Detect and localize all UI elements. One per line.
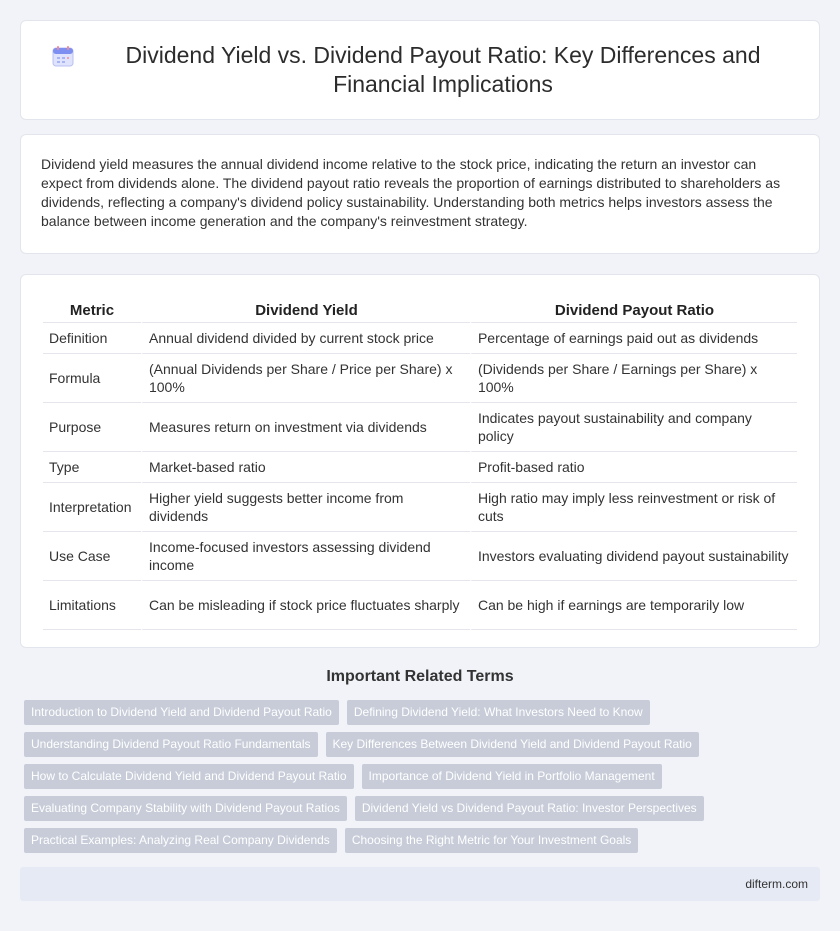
- page-title: Dividend Yield vs. Dividend Payout Ratio: Key Differences and Financial Implications: [125, 42, 761, 97]
- related-terms-list: [24, 700, 724, 853]
- metric-cell: Purpose: [43, 403, 141, 452]
- calendar-icon: [51, 44, 75, 68]
- column-header-dividend-yield: Dividend Yield: [141, 295, 470, 323]
- payout-ratio-cell: Investors evaluating dividend payout sustainability: [470, 532, 797, 581]
- related-term-tag[interactable]: Understanding Dividend Payout Ratio Fundamentals: [24, 732, 318, 757]
- related-term-tag[interactable]: How to Calculate Dividend Yield and Dividend Payout Ratio: [24, 764, 354, 789]
- table-header-row: [43, 295, 797, 323]
- table-row: [43, 532, 797, 581]
- column-header-payout-ratio: Dividend Payout Ratio: [470, 295, 797, 323]
- related-term-tag[interactable]: Defining Dividend Yield: What Investors Need to Know: [347, 700, 650, 725]
- dividend-yield-cell: Can be misleading if stock price fluctuates sharply: [141, 581, 470, 630]
- metric-cell: Use Case: [43, 532, 141, 581]
- metric-cell: Formula: [43, 354, 141, 403]
- dividend-yield-cell: Higher yield suggests better income from dividends: [141, 483, 470, 532]
- comparison-table-card: [20, 274, 820, 648]
- column-header-metric: Metric: [43, 295, 141, 323]
- related-term-tag[interactable]: Choosing the Right Metric for Your Investment Goals: [345, 828, 638, 853]
- dividend-yield-cell: Income-focused investors assessing dividend income: [141, 532, 470, 581]
- metric-cell: Definition: [43, 323, 141, 354]
- table-row: [43, 581, 797, 630]
- related-terms-heading: Important Related Terms: [326, 668, 514, 685]
- related-term-tag[interactable]: Dividend Yield vs Dividend Payout Ratio: Investor Perspectives: [355, 796, 704, 821]
- dividend-yield-cell: (Annual Dividends per Share / Price per Share) x 100%: [141, 354, 470, 403]
- dividend-yield-cell: Measures return on investment via dividends: [141, 403, 470, 452]
- dividend-yield-cell: Annual dividend divided by current stock price: [141, 323, 470, 354]
- related-term-tag[interactable]: Key Differences Between Dividend Yield and Dividend Payout Ratio: [326, 732, 699, 757]
- metric-cell: Limitations: [43, 581, 141, 630]
- related-term-tag[interactable]: Introduction to Dividend Yield and Dividend Payout Ratio: [24, 700, 339, 725]
- dividend-yield-cell: Market-based ratio: [141, 452, 470, 483]
- related-term-tag[interactable]: Importance of Dividend Yield in Portfolio Management: [362, 764, 662, 789]
- metric-cell: Interpretation: [43, 483, 141, 532]
- table-row: [43, 452, 797, 483]
- payout-ratio-cell: (Dividends per Share / Earnings per Share) x 100%: [470, 354, 797, 403]
- header-card: [20, 20, 820, 120]
- payout-ratio-cell: Indicates payout sustainability and company policy: [470, 403, 797, 452]
- footer: [20, 867, 820, 901]
- related-term-tag[interactable]: Evaluating Company Stability with Dividend Payout Ratios: [24, 796, 347, 821]
- payout-ratio-cell: High ratio may imply less reinvestment or risk of cuts: [470, 483, 797, 532]
- table-row: [43, 483, 797, 532]
- payout-ratio-cell: Can be high if earnings are temporarily low: [470, 581, 797, 630]
- payout-ratio-cell: Profit-based ratio: [470, 452, 797, 483]
- intro-card: [20, 134, 820, 254]
- metric-cell: Type: [43, 452, 141, 483]
- table-row: [43, 354, 797, 403]
- table-row: [43, 403, 797, 452]
- table-row: [43, 323, 797, 354]
- payout-ratio-cell: Percentage of earnings paid out as dividends: [470, 323, 797, 354]
- footer-site-link[interactable]: difterm.com: [745, 877, 808, 891]
- intro-paragraph: Dividend yield measures the annual dividend income relative to the stock price, indicating the return an investor can expect from dividends alone. The dividend payout ratio reveals the proportion of earnings distributed to shareholders as dividends, reflecting a company's dividend policy sustainability. Understanding both metrics helps investors assess the balance between income generation and the company's reinvestment strategy.: [41, 156, 781, 229]
- comparison-table: [43, 295, 797, 630]
- related-term-tag[interactable]: Practical Examples: Analyzing Real Company Dividends: [24, 828, 337, 853]
